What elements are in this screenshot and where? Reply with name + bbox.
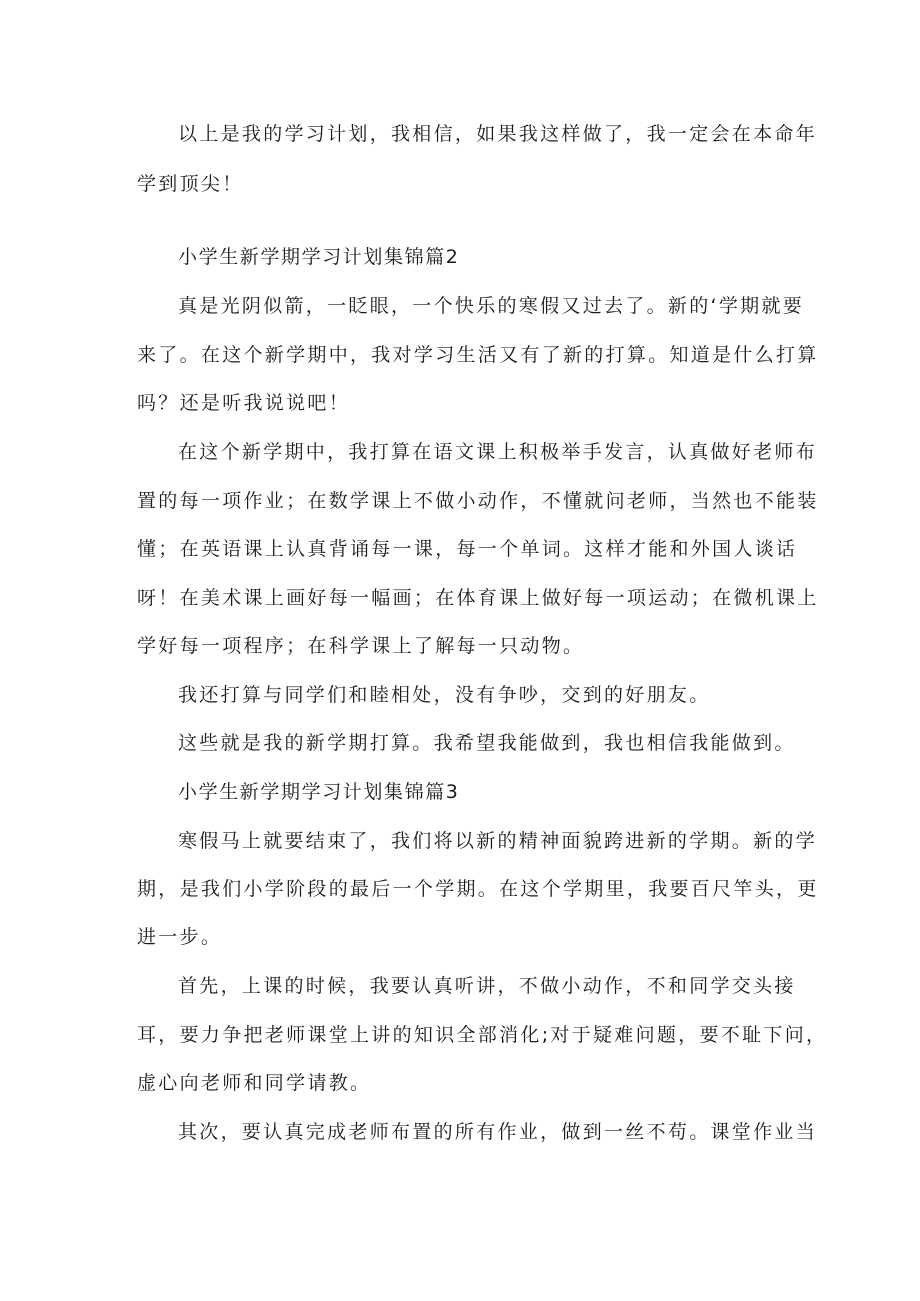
paragraph-line: 这些就是我的新学期打算。我希望我能做到，我也相信我能做到。 <box>178 732 796 754</box>
paragraph-line: 学好每一项程序；在科学课上了解每一只动物。 <box>137 635 585 657</box>
paragraph-line: 我还打算与同学们和睦相处，没有争吵，交到的好朋友。 <box>178 684 711 706</box>
paragraph-line: 以上是我的学习计划，我相信，如果我这样做了，我一定会在本命年 <box>178 123 818 145</box>
paragraph-line: 其次，要认真完成老师布置的所有作业，做到一丝不苟。课堂作业当 <box>178 1121 818 1143</box>
section-heading: 小学生新学期学习计划集锦篇3 <box>178 781 460 803</box>
section-heading: 小学生新学期学习计划集锦篇2 <box>178 246 460 268</box>
paragraph-line: 进一步。 <box>137 926 223 948</box>
paragraph-line: 来了。在这个新学期中，我对学习生活又有了新的打算。知道是什么打算 <box>137 344 819 366</box>
paragraph-line: 首先，上课的时候，我要认真听讲，不做小动作，不和同学交头接 <box>178 975 796 997</box>
paragraph-line: 呀！在美术课上画好每一幅画；在体育课上做好每一项运动；在微机课上 <box>137 587 819 609</box>
paragraph-line: 期，是我们小学阶段的最后一个学期。在这个学期里，我要百尺竿头，更 <box>137 878 819 900</box>
paragraph-line: 耳，要力争把老师课堂上讲的知识全部消化;对于疑难问题，要不耻下问， <box>137 1024 828 1046</box>
paragraph-line: 在这个新学期中，我打算在语文课上积极举手发言，认真做好老师布 <box>178 441 818 463</box>
paragraph-line: 置的每一项作业；在数学课上不做小动作，不懂就问老师，当然也不能装 <box>137 490 819 512</box>
paragraph-line: 吗？还是听我说说吧！ <box>137 392 351 414</box>
paragraph-line: 虚心向老师和同学请教。 <box>137 1072 372 1094</box>
paragraph-line: 懂；在英语课上认真背诵每一课，每一个单词。这样才能和外国人谈话 <box>137 538 798 560</box>
paragraph-line: 真是光阴似箭，一眨眼，一个快乐的寒假又过去了。新的‘学期就要 <box>178 295 805 317</box>
paragraph-line: 寒假马上就要结束了，我们将以新的精神面貌跨进新的学期。新的学 <box>178 830 818 852</box>
paragraph-line: 学到顶尖！ <box>137 173 244 195</box>
